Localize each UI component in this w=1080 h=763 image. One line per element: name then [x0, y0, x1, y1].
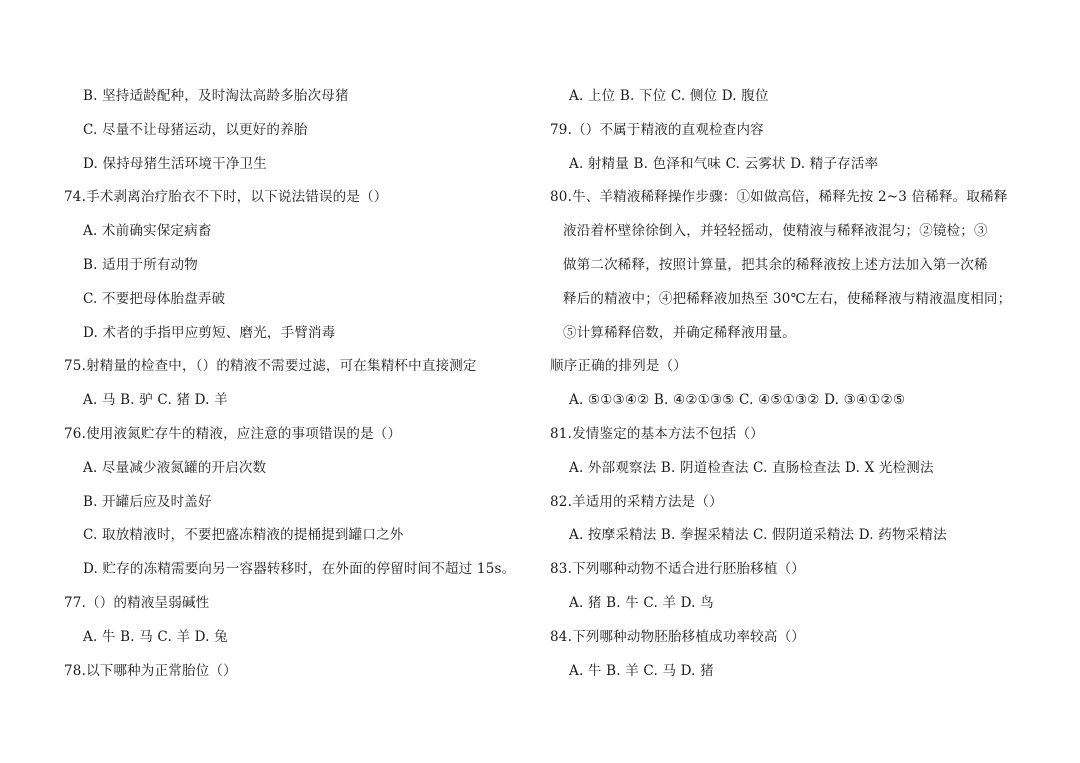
option-line: A. 射精量 B. 色泽和气味 C. 云雾状 D. 精子存活率: [569, 155, 879, 172]
question-line: 74.手术剥离治疗胎衣不下时，以下说法错误的是（）: [64, 189, 388, 206]
question-line: 78.以下哪种为正常胎位（）: [64, 662, 237, 679]
option-line: A. 牛 B. 马 C. 羊 D. 兔: [83, 628, 228, 645]
question-continuation-line: ⑤计算稀释倍数，并确定稀释液用量。: [563, 324, 796, 341]
option-line: C. 取放精液时，不要把盛冻精液的提桶提到罐口之外: [83, 527, 404, 544]
left-column: [64, 80, 524, 688]
question-continuation-line: 液沿着杯壁徐徐倒入，并轻轻摇动，使精液与稀释液混匀；②镜检；③: [563, 223, 988, 240]
question-line: 83.下列哪种动物不适合进行胚胎移植（）: [550, 561, 805, 578]
option-line: A. 外部观察法 B. 阴道检查法 C. 直肠检查法 D. X 光检测法: [569, 459, 934, 476]
option-line: C. 尽量不让母猪运动，以更好的养胎: [83, 121, 308, 138]
question-continuation-line: 释后的精液中；④把稀释液加热至 30℃左右，使稀释液与精液温度相同；: [563, 290, 1012, 307]
question-continuation-line: 做第二次稀释，按照计算量，把其余的稀释液按上述方法加入第一次稀: [563, 256, 988, 273]
option-line: D. 术者的手指甲应剪短、磨光，手臂消毒: [83, 324, 336, 341]
question-line: 80.牛、羊精液稀释操作步骤：①如做高倍，稀释先按 2~3 倍稀释。取稀释: [550, 189, 1008, 206]
question-line: 75.射精量的检查中，（）的精液不需要过滤，可在集精杯中直接测定: [64, 358, 477, 375]
question-line: 77.（）的精液呈弱碱性: [64, 594, 210, 611]
question-line: 84.下列哪种动物胚胎移植成功率较高（）: [550, 628, 805, 645]
option-line: D. 保持母猪生活环境干净卫生: [83, 155, 267, 172]
question-line: 顺序正确的排列是（）: [550, 358, 687, 375]
option-line: A. 术前确实保定病畜: [83, 223, 212, 240]
option-line: D. 贮存的冻精需要向另一容器转移时，在外面的停留时间不超过 15s。: [83, 561, 516, 578]
option-line: C. 不要把母体胎盘弄破: [83, 290, 226, 307]
option-line: B. 坚持适龄配种，及时淘汰高龄多胎次母猪: [83, 88, 349, 104]
option-line: A. 猪 B. 牛 C. 羊 D. 鸟: [569, 594, 714, 611]
option-line: B. 开罐后应及时盖好: [83, 493, 212, 510]
right-column: [550, 80, 1030, 688]
question-line: 81.发情鉴定的基本方法不包括（）: [550, 425, 764, 442]
option-line: A. ⑤①③④② B. ④②①③⑤ C. ④⑤①③② D. ③④①②⑤: [569, 392, 906, 409]
option-line: B. 适用于所有动物: [83, 256, 199, 273]
question-line: 76.使用液氮贮存牛的精液，应注意的事项错误的是（）: [64, 425, 402, 442]
option-line: A. 牛 B. 羊 C. 马 D. 猪: [569, 662, 714, 679]
question-line: 82.羊适用的采精方法是（）: [550, 493, 723, 510]
option-line: A. 马 B. 驴 C. 猪 D. 羊: [83, 392, 228, 409]
option-line: A. 上位 B. 下位 C. 侧位 D. 腹位: [569, 88, 769, 104]
question-line: 79.（）不属于精液的直观检查内容: [550, 121, 764, 138]
option-line: A. 尽量减少液氮罐的开启次数: [83, 459, 267, 476]
option-line: A. 按摩采精法 B. 拳握采精法 C. 假阴道采精法 D. 药物采精法: [569, 527, 947, 544]
